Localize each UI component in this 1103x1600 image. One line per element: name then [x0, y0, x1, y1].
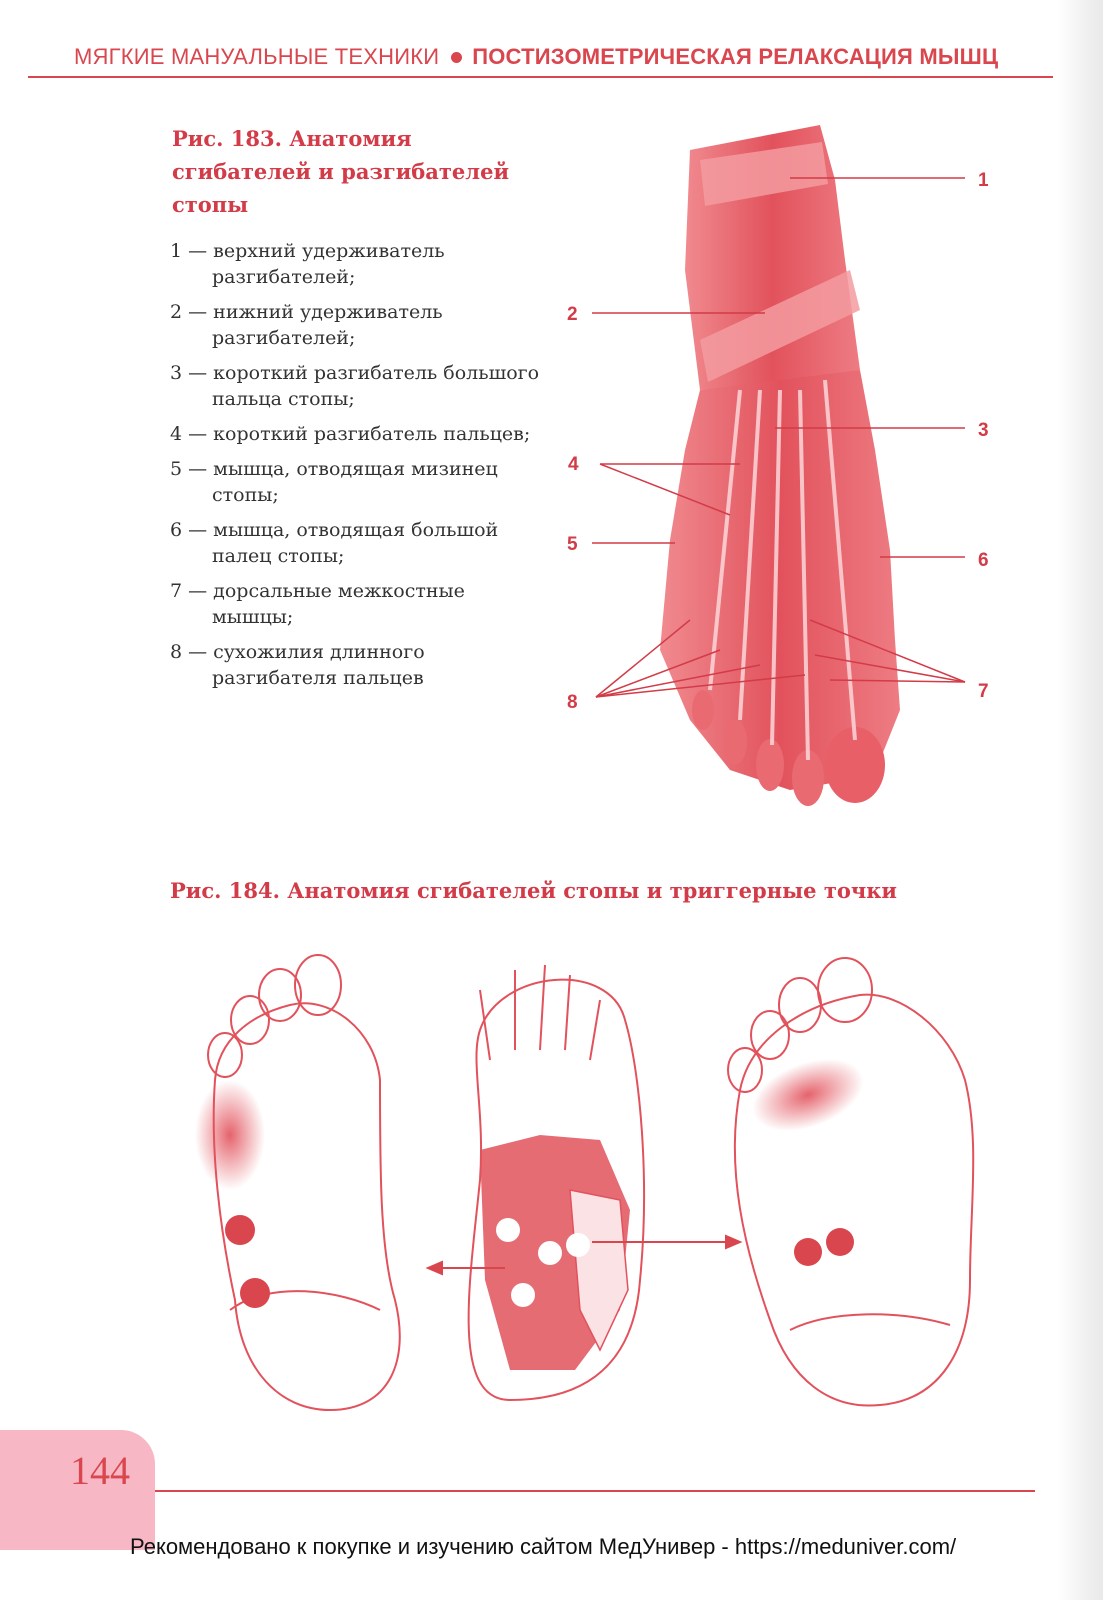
watermark-text: Рекомендовано к покупке и изучению сайтом МедУнивер - https://meduniver.com/	[130, 1534, 957, 1559]
page-edge-shadow	[1057, 0, 1103, 1600]
legend-item-7: 7 — дорсальные межкостные мышцы;	[170, 580, 465, 628]
figure-184-caption: Рис. 184. Анатомия сгибателей стопы и триггерные точки	[170, 878, 897, 903]
footer-rule	[155, 1490, 1035, 1492]
left-referred-pain-zone	[195, 1080, 265, 1190]
toe-4	[723, 719, 747, 765]
round-bullet-icon	[451, 52, 462, 63]
callout-2: 2	[567, 304, 578, 325]
figure-183-legend	[170, 238, 540, 700]
legend-item-1: 1 — верхний удерживатель разгибателей;	[170, 240, 445, 288]
left-trigger-point-1	[225, 1215, 255, 1245]
running-head	[74, 44, 1064, 70]
callout-7: 7	[978, 681, 989, 702]
callout-5: 5	[567, 534, 578, 555]
middle-trigger-point-4	[511, 1283, 535, 1307]
running-head-section: МЯГКИЕ МАНУАЛЬНЫЕ ТЕХНИКИ	[74, 44, 440, 69]
right-sole-outline	[728, 958, 973, 1406]
figure-183-caption: Рис. 183. Анатомия сгибателей и разгибателей стопы	[172, 126, 510, 217]
legend-item-4: 4 — короткий разгибатель пальцев;	[170, 423, 531, 445]
legend-item-5: 5 — мышца, отводящая мизинец стопы;	[170, 458, 498, 506]
legend-item-8: 8 — сухожилия длинного разгибателя пальцев	[170, 641, 425, 689]
right-arrow-head-icon	[726, 1236, 740, 1248]
middle-trigger-point-3	[566, 1233, 590, 1257]
callout-1: 1	[978, 170, 989, 191]
middle-trigger-point-2	[538, 1241, 562, 1265]
foot-plantar-trigger-points-illustration	[180, 950, 1020, 1420]
callout-4: 4	[568, 454, 579, 475]
header-rule	[28, 76, 1053, 78]
legend-item-3: 3 — короткий разгибатель большого пальца стопы;	[170, 362, 540, 410]
legend-item-6: 6 — мышца, отводящая большой палец стопы;	[170, 519, 499, 567]
callout-3: 3	[978, 420, 989, 441]
toe-3	[756, 739, 784, 791]
right-referred-pain-zone	[743, 1045, 874, 1145]
toe-5	[692, 690, 714, 730]
callout-8: 8	[567, 692, 578, 713]
foot-dorsal-muscles-illustration	[560, 120, 1020, 840]
left-trigger-point-2	[240, 1278, 270, 1308]
left-arrow-head-icon	[428, 1262, 442, 1274]
running-head-chapter: ПОСТИЗОМЕТРИЧЕСКАЯ РЕЛАКСАЦИЯ МЫШЦ	[472, 44, 999, 69]
callout-6: 6	[978, 550, 989, 571]
right-trigger-point-2	[826, 1228, 854, 1256]
middle-trigger-point-1	[496, 1218, 520, 1242]
page-number: 144	[70, 1448, 130, 1493]
legend-item-2: 2 — нижний удерживатель разгибателей;	[170, 301, 443, 349]
right-trigger-point-1	[794, 1238, 822, 1266]
